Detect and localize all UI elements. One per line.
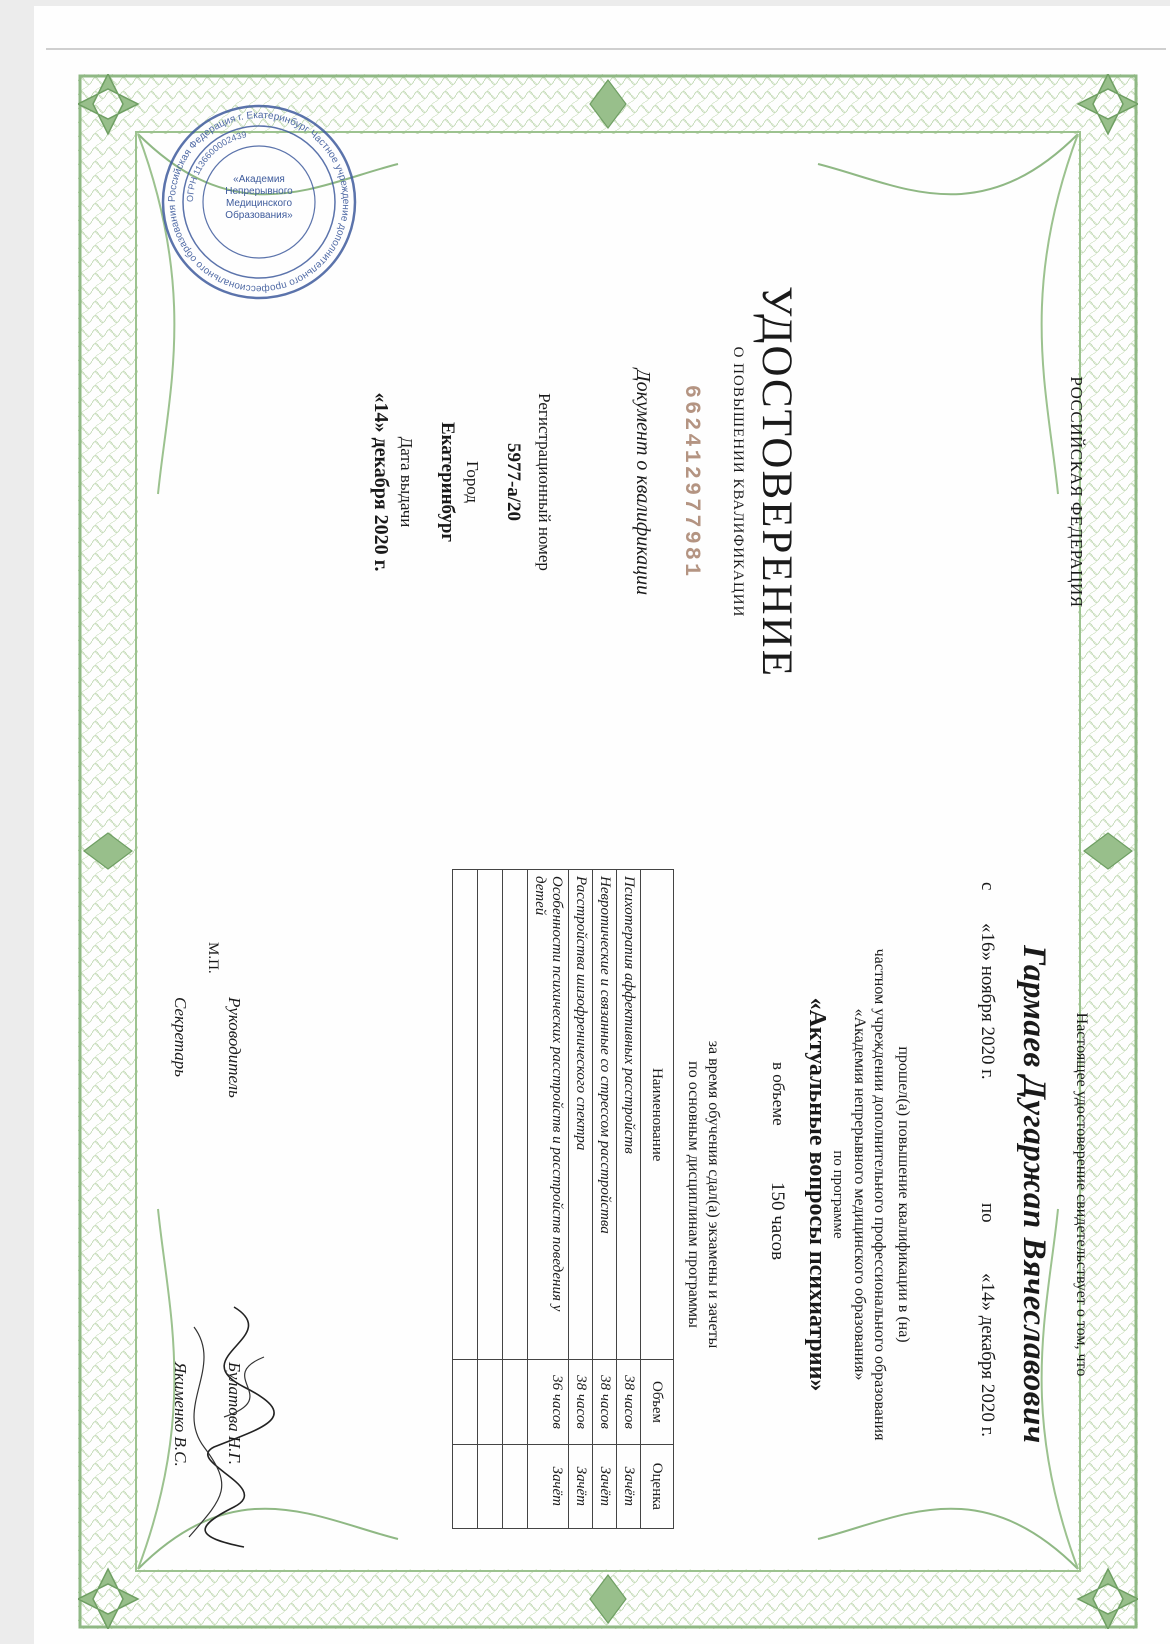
program-name: «Актуальные вопросы психиатрии» (804, 997, 830, 1392)
discipline-name: Психотерапия аффективных расстройств (617, 870, 641, 1360)
holder-full-name: Гармаев Дугаржап Вячеславович (1016, 945, 1052, 1444)
header-name: Наименование (641, 870, 674, 1360)
table-row-empty (503, 870, 528, 1529)
table-row-empty (453, 870, 478, 1529)
certificate-subtitle: О ПОВЫШЕНИИ КВАЛИФИКАЦИИ (730, 346, 746, 618)
country-name: РОССИЙСКАЯ ФЕДЕРАЦИЯ (1067, 376, 1086, 608)
discipline-grade: Зачёт (569, 1444, 593, 1528)
discipline-grade: Зачёт (593, 1444, 617, 1528)
discipline-name: Расстройства шизофренического спектра (569, 870, 593, 1360)
issue-date: «14» декабря 2020 г. (370, 392, 392, 572)
intro-text: Настоящее удостоверение свидетельствует о том, что (1073, 1012, 1090, 1377)
period-to-label: по (977, 1203, 998, 1223)
discipline-hours: 38 часов (593, 1360, 617, 1444)
table-row (593, 870, 617, 1529)
exams-line-1: за время обучения сдал(а) экзамены и зачеты (705, 1040, 722, 1349)
discipline-hours: 36 часов (528, 1360, 569, 1444)
period-from-label: с (977, 882, 998, 891)
header-volume: Объем (641, 1360, 674, 1444)
secretary-name: Якименко В.С. (171, 1362, 190, 1467)
stamp-inner-text: «Академия Непрерывного Медицинского Образования» (225, 174, 293, 221)
registration-label: Регистрационный номер (535, 393, 554, 571)
volume-label: в объеме (769, 1062, 788, 1126)
table-row (617, 870, 641, 1529)
certificate-title: УДОСТОВЕРЕНИЕ (753, 286, 800, 678)
period-to: «14» декабря 2020 г. (977, 1273, 998, 1438)
rotated-certificate-content (114, 109, 1134, 1562)
discipline-hours: 38 часов (569, 1360, 593, 1444)
institution-line-1: частном учреждении дополнительного профессионального образования (871, 948, 888, 1441)
official-stamp (159, 102, 359, 302)
table-row (528, 870, 569, 1529)
secretary-role: Секретарь (171, 997, 190, 1077)
disciplines-table (452, 869, 674, 1529)
handwritten-signature (154, 1297, 304, 1557)
stamp-outer-text: Российская Федерация г. Екатеринбург Частное учреждение дополнительного профессионального образования (166, 109, 352, 295)
scan-edge-line (46, 48, 1166, 50)
discipline-name: Невротические и связанные со стрессом расстройства (593, 870, 617, 1360)
certificate-page (34, 6, 1170, 1644)
header-grade: Оценка (641, 1444, 674, 1528)
city-label: Город (463, 461, 482, 503)
passed-text: прошел(а) повышение квалификации в (на) (895, 1046, 912, 1343)
volume-value: 150 часов (767, 1182, 788, 1261)
city-name: Екатеринбург (437, 421, 458, 543)
table-header-row (641, 870, 674, 1529)
registration-number: 5977-а/20 (503, 442, 524, 522)
exams-line-2: по основным дисциплинам программы (685, 1061, 702, 1328)
discipline-grade: Зачёт (528, 1444, 569, 1528)
program-label: по программе (830, 1150, 846, 1239)
discipline-name: Особенности психических расстройств и расстройств поведения у детей (528, 870, 569, 1360)
discipline-grade: Зачёт (617, 1444, 641, 1528)
table-row (569, 870, 593, 1529)
serial-number: 662412977981 (679, 384, 704, 580)
institution-line-2: «Академия непрерывного медицинского образования» (851, 1008, 868, 1381)
period-from: «16» ноября 2020 г. (977, 923, 998, 1080)
seal-marker: М.П. (205, 942, 221, 974)
certificate-right-column (114, 827, 1134, 1562)
head-name: Булатова Н.Г. (225, 1362, 244, 1465)
discipline-hours: 38 часов (617, 1360, 641, 1444)
stamp-ogrn: ОГРН 1136600002439 (184, 129, 248, 203)
head-role: Руководитель (225, 997, 244, 1098)
issue-date-label: Дата выдачи (397, 436, 416, 528)
document-type: Документ о квалификации (632, 368, 654, 596)
table-row-empty (478, 870, 503, 1529)
